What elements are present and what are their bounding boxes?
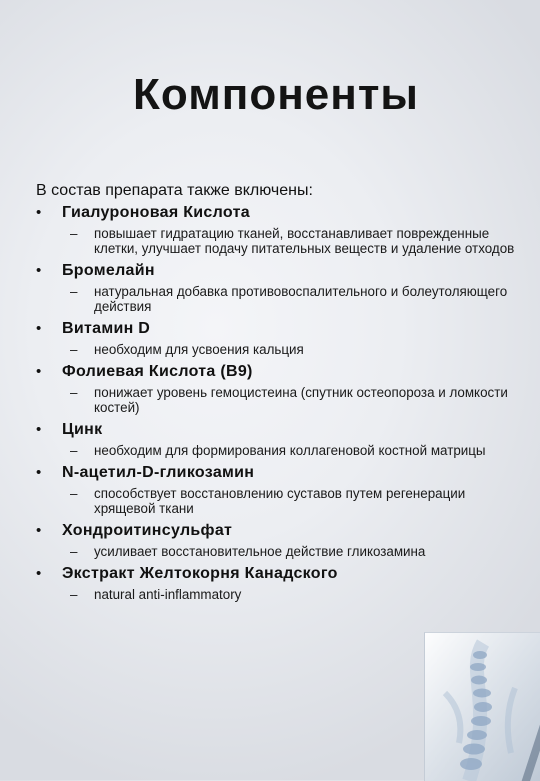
list-item (36, 521, 516, 559)
component-name: Цинк (62, 421, 103, 438)
product-box-image (424, 632, 540, 781)
component-description: понижает уровень гемоцистеина (спутник остеопороза и ломкости костей) (94, 385, 508, 415)
dash-icon: – (70, 544, 78, 559)
component-description: усиливает восстановительное действие гликозамина (94, 544, 426, 559)
dash-icon: – (70, 342, 78, 357)
dash-icon: – (70, 284, 78, 299)
bullet-icon: • (36, 320, 42, 337)
component-name: Гиалуроновая Кислота (62, 204, 250, 221)
component-description: natural anti-inflammatory (94, 587, 242, 602)
bullet-icon: • (36, 522, 42, 539)
component-name: Фолиевая Кислота (B9) (62, 363, 253, 380)
bullet-icon: • (36, 464, 42, 481)
list-item (36, 362, 516, 415)
component-description: необходим для усвоения кальция (94, 342, 304, 357)
slide-title: Компоненты (133, 70, 419, 119)
dash-icon: – (70, 587, 78, 602)
list-item (36, 463, 516, 516)
list-item (36, 203, 516, 256)
intro-text: В состав препарата также включены: (36, 182, 313, 199)
list-item (36, 420, 516, 458)
component-name: Хондроитинсульфат (62, 522, 233, 539)
component-description: повышает гидратацию тканей, восстанавливает поврежденные клетки, улучшает подачу питательных веществ и удаление отходов (94, 226, 515, 256)
bullet-icon: • (36, 421, 42, 438)
list-item (36, 319, 516, 357)
component-name: Витамин D (62, 320, 151, 337)
component-description: натуральная добавка противовоспалительного и болеутоляющего действия (94, 284, 508, 314)
component-list (36, 203, 516, 607)
dash-icon: – (70, 226, 78, 241)
bullet-icon: • (36, 565, 42, 582)
component-description: способствует восстановлению суставов путем регенерации хрящевой ткани (94, 486, 466, 516)
bullet-icon: • (36, 204, 42, 221)
spine-x-ray-icon (425, 633, 540, 781)
component-name: Бромелайн (62, 262, 155, 279)
component-name: N-ацетил-D-гликозамин (62, 464, 255, 481)
dash-icon: – (70, 486, 78, 501)
dash-icon: – (70, 443, 78, 458)
component-name: Экстракт Желтокорня Канадского (62, 565, 338, 582)
dash-icon: – (70, 385, 78, 400)
list-item (36, 261, 516, 314)
list-item (36, 564, 516, 602)
bullet-icon: • (36, 262, 42, 279)
bullet-icon: • (36, 363, 42, 380)
component-description: необходим для формирования коллагеновой костной матрицы (94, 443, 486, 458)
